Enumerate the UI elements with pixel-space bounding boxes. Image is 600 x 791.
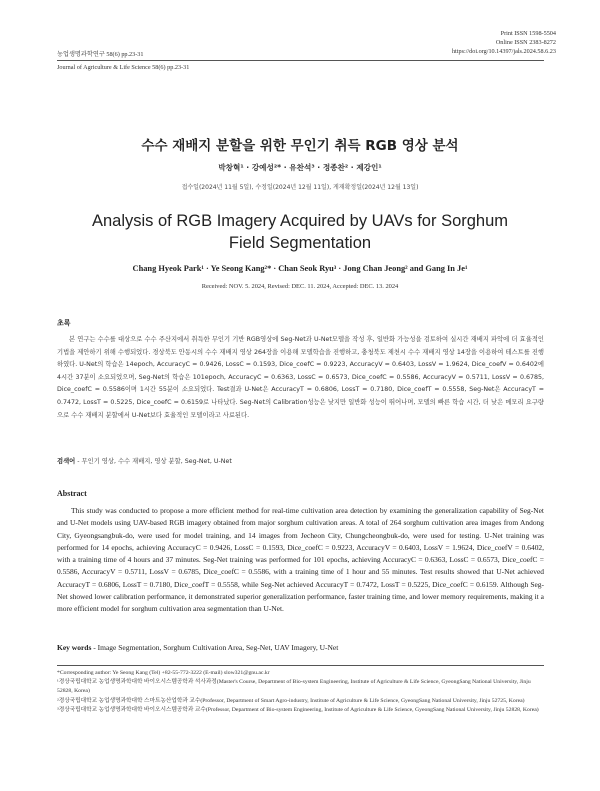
footnotes: [57, 669, 544, 715]
keywords-english-list: - Image Segmentation, Sorghum Cultivation Area, Seg-Net, UAV Imagery, U-Net: [91, 643, 339, 652]
dates-korean: 접수일(2024년 11월 5일), 수정일(2024년 12월 11일), 게재확정일(2024년 12월 13일): [181, 184, 419, 191]
header-rule: [57, 60, 544, 61]
abstract-korean-text: 본 연구는 수수를 대상으로 수수 주산지에서 취득한 무인기 기반 RGB영상에 Seg-Net과 U-Net모델을 작성 후, 일반화 가능성을 검토하여 실시간 재배지 파악에 더 효율적인 기법을 제안하기 위해 수행되었다. 경상북도 안동시의 수수 재배지 영상 264장을 이용해 모델학습을 진행하고, 충청북도 제천시 수수 재배지 영상 14장을 이용하여 테스트를 진행하였다. U-Net의 학습은 14epoch, AccuracyC = 0.9426, LossC = 0.1593, Dice_coefC = 0.9223, AccuracyV = 0.6403, LossV = 1.9624, Dice_coefV = 0.6402에 4시간 37분이 소요되었으며, Seg-Net의 학습은 101epoch, AccuracyC = 0.6363, LossC = 0.6573, Dice_coefC = 0.5586, AccuracyV = 0.5711, LossV = 0.6785, Dice_coefC = 0.5586이며 1시간 55분이 소요되었다. Test결과 U-Net은 AccuracyT = 0.6806, LossT = 0.7180, Dice_coefT = 0.5558, Seg-Net은 AccuracyT = 0.7472, LossT = 0.5225, Dice_coefC = 0.6159로 나타났다. Seg-Net의 Calibration성능은 낮지만 일반화 성능이 뛰어나며, 모델의 빠른 학습 시간, 더 낮은 메모리 요구량으로 수수 재배지 분할에서 U-Net보다 효율적인 모델이라고 사료된다.: [57, 336, 544, 419]
keywords-korean-label: 검색어: [57, 458, 76, 465]
journal-en-citation: Journal of Agriculture & Life Science 58(6) pp.23-31: [57, 64, 190, 71]
footnote-affiliation-1: ¹경상국립대학교 농업생명과학대학 바이오시스템공학과 석사과정(Master's Course, Department of Bio-system Engineering, Institute of Agriculture & Life Science, GyeongSang National University, Jinju 52828, Korea): [57, 679, 531, 695]
title-english-line2: Field Segmentation: [228, 234, 372, 252]
authors-english: Chang Hyeok Park¹ · Ye Seong Kang²* · Chan Seok Ryu³ · Jong Chan Jeong² and Gang In Je¹: [132, 264, 468, 273]
footnote-rule: [57, 665, 544, 666]
title-korean: 수수 재배지 분할을 위한 무인기 취득 RGB 영상 분석: [141, 138, 459, 154]
footnote-affiliation-3: ³경상국립대학교 농업생명과학대학 바이오시스템공학과 교수(Professor, Department of Bio-system Engineering, Institute of Agriculture & Life Science, GyeongSang National University, Jinju 52828, Korea): [57, 706, 539, 713]
abstract-korean-heading: 초록: [57, 319, 71, 327]
keywords-english-label: Key words: [57, 643, 92, 652]
dates-english: Received: NOV. 5. 2024, Revised: DEC. 11. 2024, Accepted: DEC. 13. 2024: [201, 283, 399, 290]
abstract-english-heading: Abstract: [57, 489, 87, 498]
doi-link[interactable]: https://doi.org/10.14397/jals.2024.58.6.23: [451, 48, 556, 55]
print-issn: Print ISSN 1598-5504: [500, 30, 556, 37]
title-english: [60, 210, 540, 254]
footnote-corresponding: *Corresponding author: Ye Seong Kang (Tel) +82-55-772-3222 (E-mail) slow321@gnu.ac.kr: [57, 670, 270, 676]
online-issn: Online ISSN 2383-8272: [495, 39, 556, 46]
abstract-english-text: This study was conducted to propose a more efficient method for real-time cultivation area detection by examining the generalization capability of Seg-Net and U-Net models using UAV-based RGB imagery obtained from major sorghum cultivation areas. A total of 264 sorghum cultivation area images from Andong City, Gyeongsangbuk-do, were used for model training, and 14 images from Jecheon City, Chungcheongbuk-do, were used for testing. U-Net training was performed for 14 epochs, achieving AccuracyC = 0.9426, LossC = 0.1593, Dice_coefC = 0.9223, AccuracyV = 0.6403, LossV = 1.9624, Dice_coefV = 0.6402, with a training time of 4 hours and 37 minutes. Seg-Net training was performed for 101 epochs, achieving AccuracyC = 0.6363, LossC = 0.6573, Dice_coefC = 0.5586, AccuracyV = 0.5711, LossV = 0.6785, Dice_coefC = 0.5586, with a training time of 1 hour and 55 minutes. Test results showed that U-Net achieved AccuracyT = 0.6806, LossT = 0.7180, Dice_coefT = 0.5558, while Seg-Net achieved AccuracyT = 0.7472, LossT = 0.5225, Dice_coefC = 0.6159. Although Seg-Net showed lower calibration performance, it demonstrated superior generalization performance, faster training time, and lower memory requirements, making it a more efficient model for sorghum cultivation area segmentation than U-Net.: [57, 506, 544, 614]
journal-ko-citation: 농업생명과학연구 58(6) pp.23-31: [57, 51, 144, 58]
keywords-english: [57, 643, 544, 652]
keywords-korean-list: - 무인기 영상, 수수 재배지, 영상 분할, Seg-Net, U-Net: [75, 458, 232, 465]
title-english-line1: Analysis of RGB Imagery Acquired by UAVs for Sorghum: [91, 212, 509, 230]
authors-korean: 박창혁¹ · 강예성²* · 유찬석³ · 정종찬² · 제강인¹: [218, 163, 382, 172]
footnote-affiliation-2: ²경상국립대학교 농업생명과학대학 스마트농산업학과 교수(Professor, Department of Smart Agro-industry, Institute of Agriculture & Life Science, GyeongSang National University, Jinju 52725, Korea): [57, 697, 525, 704]
keywords-korean: [57, 456, 544, 465]
issn-block: [452, 29, 556, 56]
